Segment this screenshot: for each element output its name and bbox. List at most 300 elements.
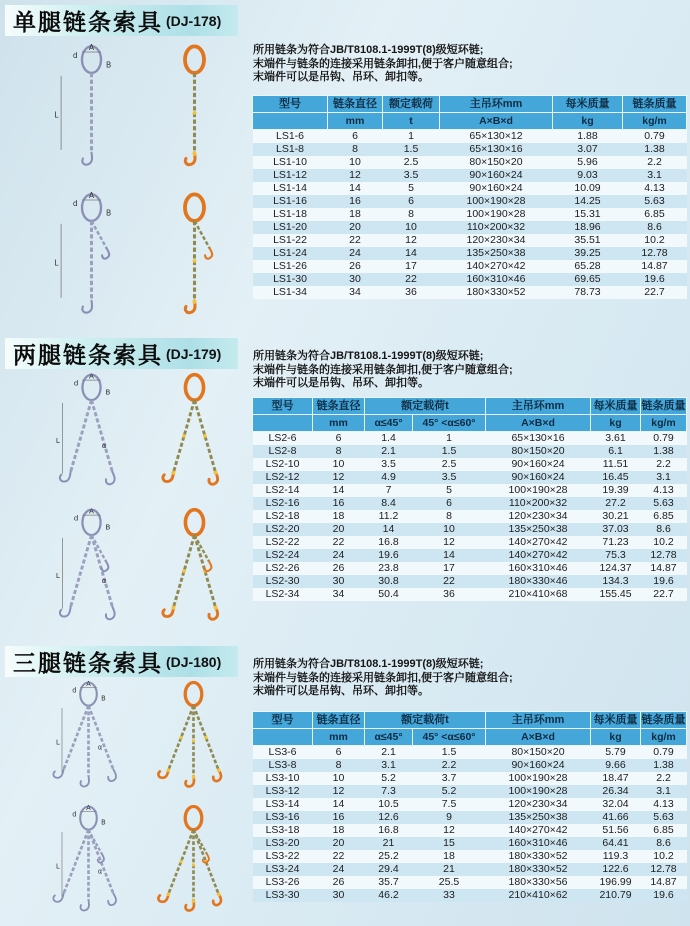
note-line: 末端件可以是吊钩、吊环、卸扣等。 (253, 71, 429, 83)
table-cell: 6 (352, 130, 358, 143)
column-subheader: 45° <α≤60° (413, 415, 486, 432)
table-cell: 7.3 (381, 785, 396, 798)
table-row (253, 169, 687, 182)
column-subheader: mm (328, 113, 383, 130)
table-cell: 2.1 (381, 445, 396, 458)
column-header: 主吊环mm (486, 398, 591, 415)
spec-table-single-leg (252, 95, 687, 299)
table-cell: 36 (443, 588, 455, 601)
table-cell: 10.2 (653, 536, 674, 549)
table-row (253, 458, 687, 471)
table-cell: 100×190×28 (508, 772, 568, 785)
table-cell: 2.2 (647, 156, 662, 169)
sling-line-drawing (40, 680, 137, 796)
table-cell: 35.51 (574, 234, 601, 247)
svg-text:α: α (97, 743, 103, 752)
svg-text:A: A (88, 191, 95, 201)
table-row (253, 247, 687, 260)
table-cell: 10 (443, 523, 455, 536)
table-cell: 140×270×42 (508, 549, 568, 562)
section-title-band (5, 338, 238, 369)
table-cell: 5 (446, 484, 452, 497)
table-cell: 75.3 (605, 549, 626, 562)
table-cell: LS1-24 (273, 247, 307, 260)
table-cell: 10 (332, 772, 345, 785)
table-cell: 24 (332, 549, 345, 562)
table-cell: LS1-34 (273, 286, 307, 299)
table-cell: 0.79 (653, 432, 674, 445)
sling-line-drawing-adjustable (44, 507, 139, 634)
table-cell: 35.7 (378, 876, 399, 889)
table-cell: 5.79 (605, 746, 626, 759)
svg-text:B: B (105, 60, 112, 70)
svg-text:A: A (89, 372, 94, 381)
table-cell: LS2-14 (265, 484, 300, 497)
table-cell: 196.99 (599, 876, 632, 889)
svg-text:d: d (72, 50, 78, 60)
column-subheader: kg/m (623, 113, 687, 130)
table-row (253, 850, 687, 863)
table-cell: LS3-8 (268, 759, 297, 772)
table-cell: 30 (332, 575, 345, 588)
table-cell: 18 (332, 510, 345, 523)
table-cell: 19.6 (653, 575, 674, 588)
table-cell: 90×160×24 (469, 182, 523, 195)
table-row (253, 156, 687, 169)
section-code: (DJ-178) (166, 12, 222, 29)
table-cell: 1.88 (577, 130, 598, 143)
table-row (253, 432, 687, 446)
table-cell: 5.63 (653, 497, 674, 510)
table-cell: 10 (405, 221, 417, 234)
table-cell: LS2-26 (265, 562, 300, 575)
notes (253, 658, 685, 699)
table-row (253, 889, 687, 902)
table-cell: LS1-18 (273, 208, 307, 221)
table-cell: 9.66 (605, 759, 626, 772)
table-cell: 110×200×32 (466, 221, 526, 234)
table-cell: 32.04 (602, 798, 629, 811)
table-cell: LS2-24 (265, 549, 300, 562)
table-cell: 1.38 (653, 445, 674, 458)
table-cell: 10.5 (378, 798, 399, 811)
table-cell: 14 (405, 247, 417, 260)
table-cell: 134.3 (602, 575, 629, 588)
table-cell: 135×250×38 (508, 523, 568, 536)
svg-text:B: B (101, 694, 106, 703)
table-cell: 1.5 (441, 746, 457, 759)
column-subheader: mm (313, 415, 365, 432)
table-cell: 15.31 (574, 208, 601, 221)
table-cell: 15 (443, 837, 455, 850)
table-cell: LS2-34 (265, 588, 300, 601)
table-cell: LS1-10 (273, 156, 307, 169)
table-cell: LS3-24 (265, 863, 300, 876)
table-row (253, 824, 687, 837)
table-cell: 5.2 (381, 772, 396, 785)
table-cell: 20 (332, 523, 345, 536)
column-subheader: kg (591, 729, 641, 746)
svg-text:A: A (88, 43, 95, 53)
table-cell: 30 (349, 273, 361, 286)
table-cell: 210.79 (599, 889, 632, 902)
table-cell: 12 (405, 234, 417, 247)
svg-text:A: A (89, 507, 94, 516)
table-cell: 39.25 (574, 247, 601, 260)
svg-text:L: L (55, 862, 60, 871)
table-cell: LS1-14 (273, 182, 307, 195)
table-cell: 100×190×28 (508, 484, 568, 497)
table-cell: 22 (332, 536, 345, 549)
column-subheader: kg/m (641, 415, 687, 432)
table-cell: 8 (335, 445, 342, 458)
table-cell: 8.6 (656, 523, 671, 536)
table-row (253, 234, 687, 247)
column-header: 额定载荷t (365, 712, 486, 729)
table-cell: 12.78 (650, 549, 677, 562)
table-cell: LS3-6 (268, 746, 297, 759)
table-row (253, 497, 687, 510)
table-cell: 7 (385, 484, 392, 497)
table-cell: 180×330×52 (508, 850, 568, 863)
table-cell: 6.85 (653, 824, 674, 837)
table-cell: LS3-10 (265, 772, 300, 785)
table-cell: 34 (349, 286, 361, 299)
table-cell: 90×160×24 (511, 759, 565, 772)
section-code: (DJ-179) (166, 345, 222, 362)
table-row (253, 286, 687, 299)
table-cell: LS3-26 (265, 876, 300, 889)
table-cell: 17 (405, 260, 417, 273)
table-cell: 14.87 (650, 876, 677, 889)
table-cell: 4.13 (653, 484, 674, 497)
note-line: 末端件可以是吊钩、吊环、卸扣等。 (253, 377, 429, 389)
svg-text:B: B (105, 208, 112, 218)
table-cell: 124.37 (599, 562, 632, 575)
table-cell: 90×160×24 (469, 169, 523, 182)
sling-line-drawing-adjustable (44, 188, 139, 328)
table-cell: 11.2 (378, 510, 399, 523)
table-cell: 26.34 (602, 785, 629, 798)
table-row (253, 798, 687, 811)
table-cell: LS1-20 (273, 221, 307, 234)
table-cell: LS2-30 (265, 575, 300, 588)
table-cell: 90×160×24 (511, 471, 565, 484)
table-cell: 14 (332, 484, 345, 497)
table-cell: 27.2 (605, 497, 626, 510)
svg-text:B: B (105, 522, 111, 532)
table-cell: 1.5 (403, 143, 419, 156)
table-cell: 19.6 (653, 889, 674, 902)
table-cell: 65×130×16 (511, 432, 565, 445)
table-cell: 12.78 (650, 863, 677, 876)
table-row (253, 208, 687, 221)
svg-text:L: L (54, 110, 59, 120)
table-cell: LS2-22 (265, 536, 300, 549)
table-cell: 10.2 (653, 850, 674, 863)
note-line: 末端件可以是吊钩、吊环、卸扣等。 (253, 685, 429, 697)
table-cell: 22 (405, 273, 417, 286)
table-cell: 16.8 (378, 536, 399, 549)
table-cell: 64.41 (602, 837, 629, 850)
table-cell: 16 (332, 811, 345, 824)
table-cell: 51.56 (602, 824, 629, 837)
table-cell: 140×270×42 (508, 536, 568, 549)
table-cell: 18.96 (574, 221, 601, 234)
table-cell: LS1-30 (273, 273, 307, 286)
section-three-leg (0, 640, 690, 926)
table-cell: 1 (408, 130, 414, 143)
column-subheader: A×B×d (440, 113, 553, 130)
svg-text:d: d (72, 198, 78, 208)
table-cell: 180×330×52 (508, 863, 568, 876)
table-cell: LS2-20 (265, 523, 300, 536)
note-line: 末端件与链条的连接采用链条卸扣,便于客户随意组合; (253, 671, 513, 684)
table-cell: 16 (332, 497, 345, 510)
sling-illustrations (40, 680, 242, 920)
column-header: 链条直径 (328, 96, 383, 113)
table-cell: 6.85 (653, 510, 674, 523)
table-cell: 18.47 (602, 772, 629, 785)
table-cell: 3.5 (441, 471, 457, 484)
table-cell: LS3-22 (265, 850, 300, 863)
table-cell: 80×150×20 (469, 156, 523, 169)
table-cell: 12 (443, 824, 455, 837)
table-cell: LS2-8 (268, 445, 297, 458)
svg-text:L: L (55, 570, 60, 580)
table-cell: 1.38 (644, 143, 665, 156)
table-cell: LS2-16 (265, 497, 300, 510)
table-cell: LS3-14 (265, 798, 300, 811)
table-cell: 8.4 (381, 497, 396, 510)
note-line: 末端件与链条的连接采用链条卸扣,便于客户随意组合; (253, 363, 513, 376)
table-cell: LS1-8 (275, 143, 305, 156)
table-cell: LS1-22 (273, 234, 307, 247)
table-cell: 22 (349, 234, 361, 247)
table-cell: 17 (443, 562, 455, 575)
svg-text:B: B (105, 387, 111, 397)
table-row (253, 575, 687, 588)
column-subheader (253, 415, 313, 432)
table-cell: 71.23 (602, 536, 629, 549)
table-cell: 26 (332, 876, 345, 889)
table-cell: 30 (332, 889, 345, 902)
table-cell: 5.63 (644, 195, 665, 208)
table-cell: 12 (332, 471, 345, 484)
table-cell: 8 (352, 143, 358, 156)
table-cell: 26 (349, 260, 361, 273)
table-row (253, 182, 687, 195)
sling-color-illustration (147, 372, 242, 499)
svg-text:α: α (101, 441, 107, 451)
table-cell: 16.8 (378, 824, 399, 837)
table-cell: 4.13 (653, 798, 674, 811)
section-code: (DJ-180) (166, 653, 222, 670)
svg-text:L: L (55, 738, 60, 747)
table-cell: 33 (443, 889, 455, 902)
table-cell: 18 (332, 824, 345, 837)
table-row (253, 523, 687, 536)
table-cell: 140×270×42 (466, 260, 526, 273)
table-cell: 2.5 (403, 156, 419, 169)
table-cell: 5.2 (441, 785, 457, 798)
table-cell: 135×250×38 (508, 811, 568, 824)
table-row (253, 746, 687, 760)
notes (253, 350, 685, 391)
column-header: 链条质量 (641, 398, 687, 415)
table-cell: 110×200×32 (508, 497, 568, 510)
column-header: 链条直径 (313, 398, 365, 415)
table-cell: 14 (349, 182, 361, 195)
column-header: 链条质量 (623, 96, 687, 113)
table-row (253, 863, 687, 876)
table-cell: 5.63 (653, 811, 674, 824)
table-cell: 10 (332, 458, 345, 471)
table-cell: 65×130×12 (469, 130, 523, 143)
table-cell: 2.2 (656, 772, 671, 785)
table-cell: 22.7 (653, 588, 674, 601)
column-subheader: α≤45° (365, 729, 413, 746)
table-cell: 16 (349, 195, 361, 208)
table-cell: 120×230×34 (466, 234, 526, 247)
table-cell: 210×410×62 (508, 889, 568, 902)
table-row (253, 273, 687, 286)
column-subheader: kg (591, 415, 641, 432)
table-cell: 25.5 (438, 876, 460, 889)
table-cell: 36 (405, 286, 417, 299)
section-title-band (5, 5, 238, 36)
column-header: 每米质量 (591, 398, 641, 415)
table-cell: 3.1 (647, 169, 662, 182)
table-cell: 0.79 (653, 746, 674, 759)
table-cell: 160×310×46 (508, 837, 568, 850)
table-cell: 46.2 (378, 889, 399, 902)
table-cell: 24 (349, 247, 361, 260)
table-cell: 12 (332, 785, 345, 798)
table-cell: 155.45 (599, 588, 632, 601)
table-cell: 14 (443, 549, 455, 562)
table-cell: LS2-12 (265, 471, 300, 484)
table-cell: 1 (446, 432, 452, 445)
table-row (253, 772, 687, 785)
column-subheader: α≤45° (365, 415, 413, 432)
table-cell: 100×190×28 (508, 785, 568, 798)
table-cell: 9.03 (577, 169, 598, 182)
table-cell: 100×190×28 (466, 195, 526, 208)
table-cell: 6 (446, 497, 452, 510)
table-row (253, 130, 687, 144)
table-cell: 135×250×38 (466, 247, 526, 260)
column-header: 链条质量 (641, 712, 687, 729)
column-header: 链条直径 (313, 712, 365, 729)
table-row (253, 260, 687, 273)
sling-color-illustration (145, 680, 242, 796)
table-cell: 14 (382, 523, 395, 536)
table-cell: 9 (446, 811, 452, 824)
table-cell: 69.65 (574, 273, 601, 286)
column-subheader (253, 729, 313, 746)
svg-text:L: L (54, 258, 59, 268)
column-subheader: A×B×d (486, 729, 591, 746)
table-cell: 3.1 (381, 759, 396, 772)
table-cell: 90×160×24 (511, 458, 565, 471)
note-line: 所用链条为符合JB/T8108.1-1999T(8)级短环链; (253, 350, 484, 362)
table-row (253, 536, 687, 549)
table-cell: 140×270×42 (508, 824, 568, 837)
table-row (253, 876, 687, 889)
table-cell: 16.45 (602, 471, 629, 484)
table-cell: 1.38 (653, 759, 674, 772)
table-cell: 2.1 (381, 746, 396, 759)
svg-text:d: d (73, 513, 79, 523)
table-cell: 80×150×20 (511, 746, 565, 759)
table-cell: 11.51 (602, 458, 629, 471)
table-cell: 14.25 (574, 195, 601, 208)
table-cell: LS1-6 (275, 130, 305, 143)
table-cell: 1.4 (381, 432, 396, 445)
table-row (253, 221, 687, 234)
table-cell: 160×310×46 (508, 562, 568, 575)
table-cell: 1.5 (441, 445, 457, 458)
table-cell: 21 (443, 863, 455, 876)
section-two-leg (0, 332, 690, 640)
table-cell: 8.6 (656, 837, 671, 850)
table-cell: 8 (335, 759, 342, 772)
svg-text:A: A (86, 680, 91, 688)
table-row (253, 143, 687, 156)
table-row (253, 549, 687, 562)
table-cell: 5 (408, 182, 414, 195)
table-cell: 14.87 (641, 260, 668, 273)
table-cell: 22.7 (644, 286, 665, 299)
table-cell: LS1-26 (273, 260, 307, 273)
table-cell: 26 (332, 562, 345, 575)
table-cell: 20 (332, 837, 345, 850)
table-cell: LS3-18 (265, 824, 300, 837)
table-row (253, 759, 687, 772)
table-row (253, 785, 687, 798)
table-cell: 2.2 (441, 759, 457, 772)
table-cell: LS3-20 (265, 837, 300, 850)
sling-color-illustration-adjustable (147, 188, 242, 328)
note-line: 末端件与链条的连接采用链条卸扣,便于客户随意组合; (253, 57, 513, 70)
table-cell: 122.6 (602, 863, 629, 876)
table-cell: 6.1 (608, 445, 623, 458)
table-cell: 119.3 (602, 850, 629, 863)
table-row (253, 811, 687, 824)
sling-line-drawing (44, 40, 139, 180)
table-cell: LS2-6 (268, 432, 297, 445)
table-cell: 12 (443, 536, 455, 549)
section-title: 单腿链条索具 (13, 9, 163, 35)
table-row (253, 445, 687, 458)
table-cell: 22 (332, 850, 345, 863)
column-header: 型号 (253, 96, 328, 113)
spec-table-two-leg (252, 397, 687, 601)
table-cell: 41.66 (602, 811, 629, 824)
svg-text:d: d (72, 810, 77, 819)
table-row (253, 510, 687, 523)
sling-color-illustration-adjustable (145, 804, 242, 920)
sling-line-drawing (44, 372, 139, 499)
table-cell: 65.28 (574, 260, 601, 273)
column-header: 额定载荷t (365, 398, 486, 415)
table-cell: 14 (332, 798, 345, 811)
table-cell: 29.4 (378, 863, 399, 876)
table-cell: 24 (332, 863, 345, 876)
table-cell: 30.21 (602, 510, 629, 523)
table-cell: 6 (335, 746, 342, 759)
